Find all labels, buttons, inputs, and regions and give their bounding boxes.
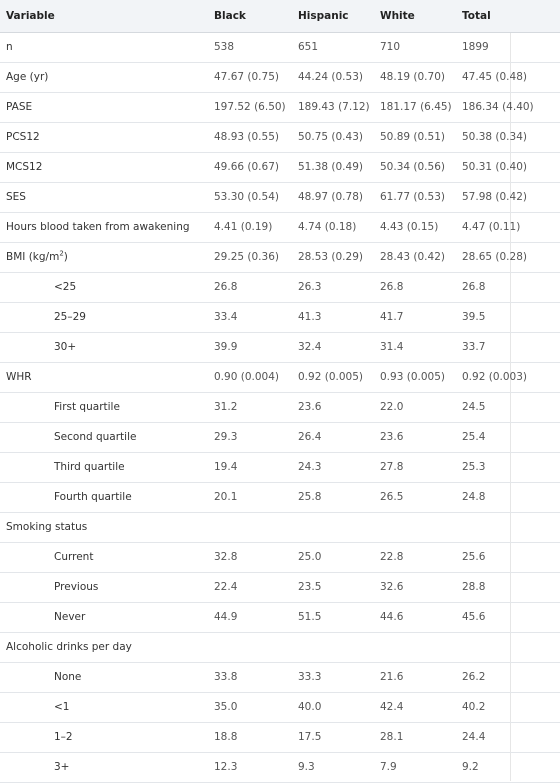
cell-black: 20.1 — [210, 482, 292, 512]
cell-white: 21.6 — [374, 662, 456, 692]
cell-hispanic: 23.6 — [292, 392, 374, 422]
row-label-cell — [0, 182, 210, 212]
cell-white: 22.0 — [374, 392, 456, 422]
row-label-cell — [0, 362, 210, 392]
table-row — [0, 362, 560, 392]
table-row — [0, 632, 560, 662]
header-hispanic: Hispanic — [292, 0, 374, 32]
row-label-cell — [0, 422, 210, 452]
row-label: <1 — [54, 701, 70, 713]
table-row — [0, 572, 560, 602]
header-row — [0, 0, 560, 32]
row-label-cell — [0, 152, 210, 182]
row-label: Fourth quartile — [54, 491, 132, 503]
row-label: 1–2 — [54, 731, 73, 743]
cell-white: 23.6 — [374, 422, 456, 452]
cell-total: 45.6 — [456, 602, 560, 632]
cell-hispanic: 48.97 (0.78) — [292, 182, 374, 212]
cell-black: 44.9 — [210, 602, 292, 632]
cell-black: 48.93 (0.55) — [210, 122, 292, 152]
table-body — [0, 32, 560, 782]
cell-hispanic: 44.24 (0.53) — [292, 62, 374, 92]
row-label-cell — [0, 122, 210, 152]
cell-total: 25.6 — [456, 542, 560, 572]
cell-black: 32.8 — [210, 542, 292, 572]
cell-total: 1899 — [456, 32, 560, 62]
cell-hispanic: 40.0 — [292, 692, 374, 722]
cell-black: 31.2 — [210, 392, 292, 422]
row-label: First quartile — [54, 401, 120, 413]
row-label: PCS12 — [6, 131, 40, 143]
table-row — [0, 242, 560, 272]
cell-black: 39.9 — [210, 332, 292, 362]
cell-hispanic: 23.5 — [292, 572, 374, 602]
table-row — [0, 272, 560, 302]
cell-white: 28.1 — [374, 722, 456, 752]
row-label: Never — [54, 611, 86, 623]
row-label-cell — [0, 242, 210, 272]
table-row — [0, 332, 560, 362]
table-row — [0, 392, 560, 422]
row-label-cell — [0, 212, 210, 242]
cell-black: 197.52 (6.50) — [210, 92, 292, 122]
row-label-tail: ) — [63, 251, 68, 263]
cell-total: 28.8 — [456, 572, 560, 602]
cell-hispanic: 28.53 (0.29) — [292, 242, 374, 272]
cell-hispanic: 32.4 — [292, 332, 374, 362]
table-row — [0, 32, 560, 62]
row-label-cell — [0, 392, 210, 422]
row-label-cell — [0, 722, 210, 752]
cell-hispanic: 50.75 (0.43) — [292, 122, 374, 152]
cell-total: 28.65 (0.28) — [456, 242, 560, 272]
row-label-cell — [0, 662, 210, 692]
row-label-cell — [0, 32, 210, 62]
header-black: Black — [210, 0, 292, 32]
cell-black: 53.30 (0.54) — [210, 182, 292, 212]
table-row — [0, 482, 560, 512]
cell-total: 4.47 (0.11) — [456, 212, 560, 242]
cell-white: 42.4 — [374, 692, 456, 722]
row-label: BMI (kg/m — [6, 251, 60, 263]
row-label-cell — [0, 452, 210, 482]
row-label: SES — [6, 191, 26, 203]
header-white: White — [374, 0, 456, 32]
cell-hispanic: 26.4 — [292, 422, 374, 452]
table-row — [0, 692, 560, 722]
row-label-superscript: 2 — [59, 249, 64, 258]
row-label: Second quartile — [54, 431, 137, 443]
row-label: Age (yr) — [6, 71, 49, 83]
cell-total: 186.34 (4.40) — [456, 92, 560, 122]
table-row — [0, 662, 560, 692]
row-label: PASE — [6, 101, 33, 113]
row-label: Alcoholic drinks per day — [6, 641, 132, 653]
cell-white: 50.89 (0.51) — [374, 122, 456, 152]
cell-white: 61.77 (0.53) — [374, 182, 456, 212]
cell-hispanic: 17.5 — [292, 722, 374, 752]
cell-total: 25.3 — [456, 452, 560, 482]
cell-black: 33.4 — [210, 302, 292, 332]
cell-white: 26.8 — [374, 272, 456, 302]
row-label-cell — [0, 512, 210, 542]
row-label-cell — [0, 62, 210, 92]
cell-total: 24.5 — [456, 392, 560, 422]
row-label: WHR — [6, 371, 32, 383]
cell-black: 0.90 (0.004) — [210, 362, 292, 392]
cell-white: 44.6 — [374, 602, 456, 632]
cell-hispanic: 9.3 — [292, 752, 374, 782]
cell-total: 47.45 (0.48) — [456, 62, 560, 92]
table-row — [0, 512, 560, 542]
cell-black: 4.41 (0.19) — [210, 212, 292, 242]
cell-white: 0.93 (0.005) — [374, 362, 456, 392]
row-label: Previous — [54, 581, 99, 593]
cell-black: 47.67 (0.75) — [210, 62, 292, 92]
row-label-cell — [0, 332, 210, 362]
cell-hispanic: 41.3 — [292, 302, 374, 332]
cell-total: 50.38 (0.34) — [456, 122, 560, 152]
row-label-cell — [0, 752, 210, 782]
row-label-cell — [0, 302, 210, 332]
cell-total: 33.7 — [456, 332, 560, 362]
table-row — [0, 752, 560, 782]
row-label-cell — [0, 92, 210, 122]
row-label-cell — [0, 602, 210, 632]
cell-white: 26.5 — [374, 482, 456, 512]
table-row — [0, 302, 560, 332]
cell-total: 24.4 — [456, 722, 560, 752]
table-row — [0, 722, 560, 752]
row-label: None — [54, 671, 82, 683]
cell-white: 48.19 (0.70) — [374, 62, 456, 92]
cell-total: 57.98 (0.42) — [456, 182, 560, 212]
row-label: 25–29 — [54, 311, 86, 323]
row-label: Third quartile — [54, 461, 125, 473]
cell-total: 26.2 — [456, 662, 560, 692]
cell-total: 25.4 — [456, 422, 560, 452]
cell-total — [456, 512, 560, 542]
cell-hispanic: 189.43 (7.12) — [292, 92, 374, 122]
cell-hispanic: 26.3 — [292, 272, 374, 302]
cell-total: 9.2 — [456, 752, 560, 782]
cell-black: 33.8 — [210, 662, 292, 692]
cell-hispanic: 25.0 — [292, 542, 374, 572]
cell-hispanic: 4.74 (0.18) — [292, 212, 374, 242]
cell-total: 24.8 — [456, 482, 560, 512]
row-label: Smoking status — [6, 521, 88, 533]
cell-white: 22.8 — [374, 542, 456, 572]
row-label-cell — [0, 692, 210, 722]
table-row — [0, 152, 560, 182]
cell-black: 49.66 (0.67) — [210, 152, 292, 182]
cell-hispanic: 25.8 — [292, 482, 374, 512]
table-row — [0, 452, 560, 482]
cell-total: 39.5 — [456, 302, 560, 332]
table-row — [0, 602, 560, 632]
row-label-cell — [0, 542, 210, 572]
table-row — [0, 92, 560, 122]
cell-black: 29.25 (0.36) — [210, 242, 292, 272]
row-label-cell — [0, 482, 210, 512]
row-label: Hours blood taken from awakening — [6, 221, 190, 233]
cell-black: 19.4 — [210, 452, 292, 482]
cell-hispanic: 24.3 — [292, 452, 374, 482]
cell-hispanic — [292, 632, 374, 662]
cell-hispanic: 0.92 (0.005) — [292, 362, 374, 392]
table-row — [0, 182, 560, 212]
cell-black — [210, 632, 292, 662]
table-row — [0, 422, 560, 452]
cell-black — [210, 512, 292, 542]
header-variable: Variable — [0, 0, 210, 32]
row-label: MCS12 — [6, 161, 43, 173]
row-label: 30+ — [54, 341, 77, 353]
cell-white: 31.4 — [374, 332, 456, 362]
row-label: Current — [54, 551, 94, 563]
row-label: n — [6, 41, 13, 53]
cell-white: 32.6 — [374, 572, 456, 602]
cell-black: 35.0 — [210, 692, 292, 722]
cell-total: 0.92 (0.003) — [456, 362, 560, 392]
header-total: Total — [456, 0, 560, 32]
cell-white: 4.43 (0.15) — [374, 212, 456, 242]
cell-black: 26.8 — [210, 272, 292, 302]
table-row — [0, 212, 560, 242]
table-row — [0, 122, 560, 152]
cell-hispanic: 51.5 — [292, 602, 374, 632]
cell-white: 50.34 (0.56) — [374, 152, 456, 182]
table-row — [0, 62, 560, 92]
cell-white: 181.17 (6.45) — [374, 92, 456, 122]
cell-black: 12.3 — [210, 752, 292, 782]
cell-white — [374, 632, 456, 662]
cell-hispanic: 33.3 — [292, 662, 374, 692]
cell-hispanic: 51.38 (0.49) — [292, 152, 374, 182]
cell-white: 7.9 — [374, 752, 456, 782]
cell-black: 18.8 — [210, 722, 292, 752]
cell-total: 40.2 — [456, 692, 560, 722]
cell-white: 710 — [374, 32, 456, 62]
cell-white — [374, 512, 456, 542]
cell-hispanic: 651 — [292, 32, 374, 62]
table-header — [0, 0, 560, 32]
table-row — [0, 542, 560, 572]
row-label: 3+ — [54, 761, 70, 773]
row-label-cell — [0, 272, 210, 302]
row-label-cell — [0, 572, 210, 602]
cell-total: 26.8 — [456, 272, 560, 302]
cell-white: 41.7 — [374, 302, 456, 332]
row-label: <25 — [54, 281, 77, 293]
row-label-cell — [0, 632, 210, 662]
cell-black: 538 — [210, 32, 292, 62]
cell-total — [456, 632, 560, 662]
cell-white: 28.43 (0.42) — [374, 242, 456, 272]
cell-white: 27.8 — [374, 452, 456, 482]
cell-hispanic — [292, 512, 374, 542]
cell-total: 50.31 (0.40) — [456, 152, 560, 182]
cell-black: 22.4 — [210, 572, 292, 602]
cell-black: 29.3 — [210, 422, 292, 452]
